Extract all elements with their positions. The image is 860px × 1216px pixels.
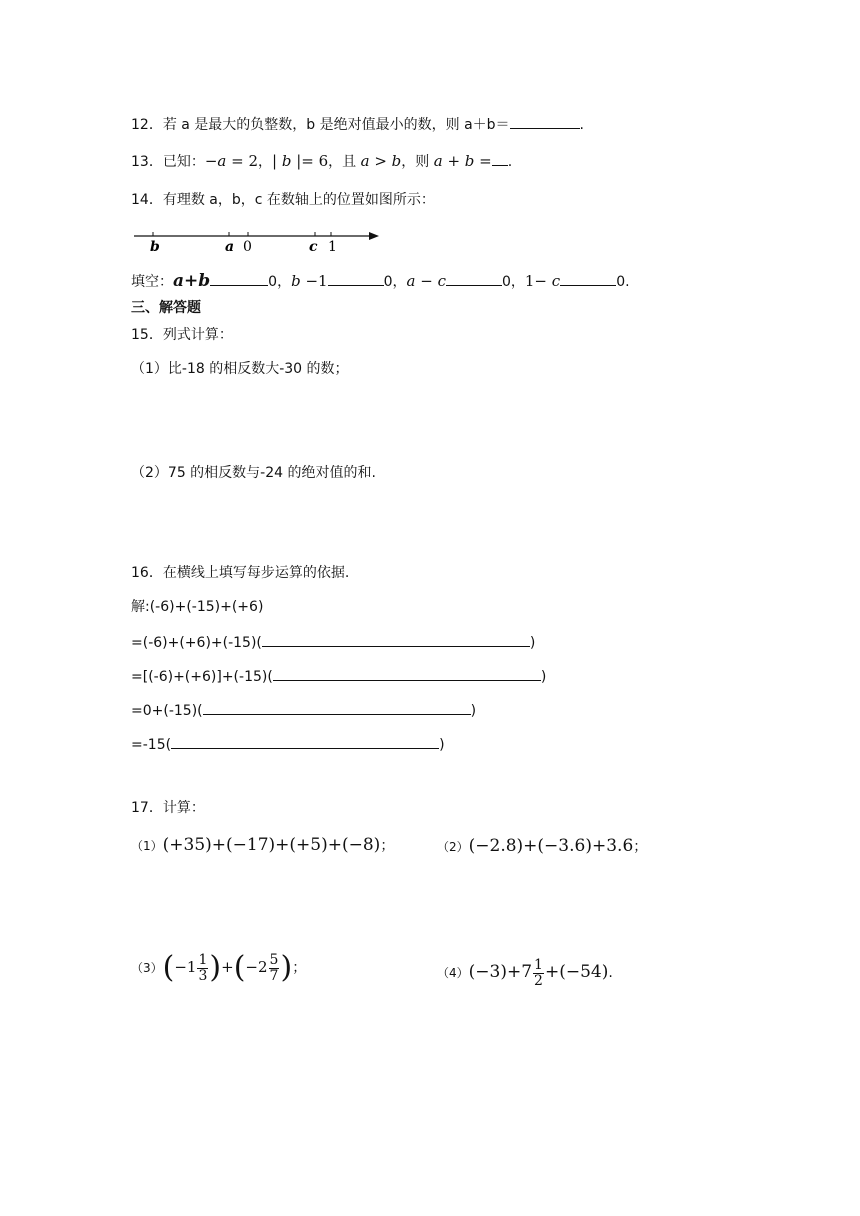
q17-part-2-label: （2） <box>437 840 469 854</box>
q17-part-2-end: ； <box>633 839 648 855</box>
q16-line-4 <box>131 734 445 754</box>
paren-close-2: ) <box>280 950 293 985</box>
q14-unit-1: 0， <box>268 274 292 290</box>
q13-answer-blank[interactable] <box>492 151 508 166</box>
q16-close-3: ) <box>470 703 477 719</box>
mixed-number-1-whole: −1 <box>174 958 197 976</box>
q13-comma2: ，且 <box>328 154 361 170</box>
q13-eq2: | b |= 6 <box>272 152 329 170</box>
paren-open-2: ( <box>233 950 246 985</box>
axis-arrow-icon <box>369 232 379 240</box>
label-1: 1 <box>328 239 337 255</box>
q14-expr-1: a+b <box>173 271 211 291</box>
q17-part-2-expr: (−2.8)+(−3.6)+3.6 <box>468 836 634 856</box>
q17-part-3-end: ； <box>292 960 307 976</box>
question-14 <box>131 191 435 209</box>
paren-close-1: ) <box>209 950 222 985</box>
fraction-1-2: $\frac{1}{2}$ <box>534 956 543 989</box>
q13-ineq: a > b <box>360 152 402 170</box>
q17-part-2 <box>437 836 647 856</box>
q16-reason-blank-4[interactable] <box>171 734 439 749</box>
question-16-title: 16．在横线上填写每步运算的依据. <box>131 565 350 581</box>
question-15-part-1: （1）比-18 的相反数大-30 的数； <box>131 361 349 377</box>
q14-fill-in <box>131 271 630 291</box>
q14-unit-3: 0， <box>501 274 525 290</box>
q13-comma1: ， <box>258 154 273 170</box>
section-3-title: 三、解答题 <box>131 300 201 316</box>
q14-expr-4: 1− c <box>524 272 561 290</box>
plus-sign: + <box>221 958 234 976</box>
question-15-part-2: （2）75 的相反数与-24 的绝对值的和. <box>131 465 376 481</box>
q14-blank-3[interactable] <box>446 271 502 286</box>
q16-line-1 <box>131 632 535 652</box>
q16-line-3 <box>131 700 476 720</box>
q14-unit-2: 0， <box>383 274 407 290</box>
label-0: 0 <box>243 239 252 255</box>
q14-text: 14．有理数 a，b，c 在数轴上的位置如图所示： <box>131 192 435 208</box>
q14-fill-prefix: 填空： <box>131 274 173 290</box>
q16-line-2-expr: =[(-6)+(+6)]+(-15)( <box>131 669 273 685</box>
q17-part-3-label: （3） <box>131 961 163 975</box>
q16-line-1-expr: =(-6)+(+6)+(-15)( <box>131 635 262 651</box>
q13-end: . <box>507 154 513 170</box>
label-c: c <box>309 239 318 255</box>
q17-part-4-expr-b: +(−54) <box>544 962 609 982</box>
q16-line-4-expr: =-15( <box>131 737 172 753</box>
q17-part-1-end: ； <box>380 838 395 854</box>
question-15-title: 15．列式计算： <box>131 327 233 343</box>
q16-reason-blank-3[interactable] <box>203 700 471 715</box>
q13-then: ，则 <box>401 154 434 170</box>
q16-line-0: 解:(-6)+(-15)+(+6) <box>131 599 264 615</box>
q16-close-2: ) <box>540 669 547 685</box>
q12-text: 12．若 a 是最大的负整数，b 是绝对值最小的数，则 a＋b＝ <box>131 117 510 133</box>
q17-part-1-label: （1） <box>131 839 163 853</box>
q17-part-4-end: . <box>608 965 613 981</box>
label-a: a <box>225 239 235 255</box>
label-b: b <box>150 239 160 255</box>
q16-line-3-expr: =0+(-15)( <box>131 703 203 719</box>
q17-part-1 <box>131 836 394 855</box>
question-13 <box>131 151 512 171</box>
mixed-number-2-whole: −2 <box>245 958 268 976</box>
q16-close-4: ) <box>439 737 445 753</box>
q14-unit-4: 0. <box>616 274 630 290</box>
number-line-figure <box>131 225 381 255</box>
paren-open-1: ( <box>162 950 175 985</box>
q14-blank-2[interactable] <box>328 271 384 286</box>
q14-expr-2: b −1 <box>291 272 328 290</box>
q13-prefix: 13．已知： <box>131 154 205 170</box>
q16-close-1: ) <box>529 635 536 651</box>
q14-blank-1[interactable] <box>210 271 268 286</box>
q17-part-4 <box>437 955 613 990</box>
question-12 <box>131 114 584 134</box>
q16-reason-blank-2[interactable] <box>273 666 541 681</box>
q16-reason-blank-1[interactable] <box>262 632 530 647</box>
fraction-1-3: $\frac{1}{3}$ <box>198 951 208 984</box>
q17-part-3 <box>131 950 306 985</box>
question-17-title: 17．计算： <box>131 800 205 816</box>
q16-line-2 <box>131 666 546 686</box>
q12-end: . <box>579 117 584 133</box>
q14-expr-3: a − c <box>406 272 446 290</box>
q17-part-1-expr: (+35)+(−17)+(+5)+(−8) <box>162 835 381 855</box>
q12-answer-blank[interactable] <box>510 114 580 129</box>
q14-blank-4[interactable] <box>560 271 616 286</box>
fraction-5-7: $\frac{5}{7}$ <box>269 951 279 984</box>
q13-target: a + b = <box>433 152 492 170</box>
q17-part-4-label: （4） <box>437 966 469 980</box>
q13-eq1: −a = 2 <box>204 152 259 170</box>
q17-part-4-expr-a: (−3)+7 <box>468 962 533 982</box>
